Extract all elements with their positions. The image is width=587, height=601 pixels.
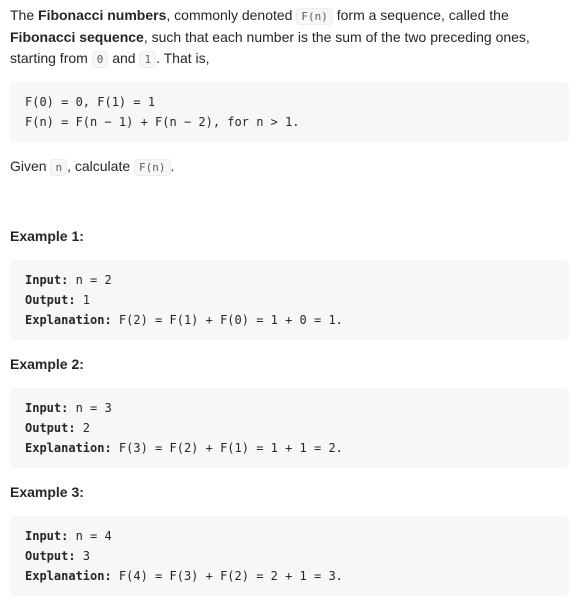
intro-text: and — [108, 50, 140, 66]
output-value: 2 — [75, 421, 91, 435]
intro-paragraph — [10, 5, 570, 70]
inline-code-n: n — [50, 159, 67, 176]
explanation-label: Explanation: — [25, 569, 112, 583]
example-2-block — [10, 388, 569, 468]
given-text: , calculate — [67, 158, 135, 174]
input-label: Input: — [25, 529, 69, 543]
example-1-title: Example 1: — [10, 228, 84, 244]
example-3-title: Example 3: — [10, 484, 84, 500]
inline-code-fn: F(n) — [296, 8, 333, 25]
explanation-value: F(2) = F(1) + F(0) = 1 + 0 = 1. — [111, 313, 343, 327]
input-value: n = 3 — [68, 401, 112, 415]
input-label: Input: — [25, 273, 69, 287]
given-paragraph — [10, 156, 174, 178]
explanation-label: Explanation: — [25, 441, 112, 455]
explanation-label: Explanation: — [25, 313, 112, 327]
input-value: n = 2 — [68, 273, 112, 287]
intro-text: , such that each number is the sum of the two preceding ones, starting from — [10, 29, 530, 66]
output-label: Output: — [25, 421, 76, 435]
output-value: 1 — [75, 293, 91, 307]
example-3-block — [10, 516, 569, 596]
definition-block — [10, 82, 569, 142]
intro-text: . That is, — [156, 50, 210, 66]
output-label: Output: — [25, 549, 76, 563]
definition-line: F(n) = F(n − 1) + F(n − 2), for n > 1. — [25, 115, 300, 129]
given-text: Given — [10, 158, 51, 174]
inline-code-fn: F(n) — [134, 159, 171, 176]
inline-code-zero: 0 — [92, 51, 109, 68]
example-2-title: Example 2: — [10, 356, 84, 372]
definition-line: F(0) = 0, F(1) = 1 — [25, 95, 156, 109]
explanation-value: F(3) = F(2) + F(1) = 1 + 1 = 2. — [111, 441, 343, 455]
term-fibonacci-sequence: Fibonacci sequence — [10, 29, 144, 45]
explanation-value: F(4) = F(3) + F(2) = 2 + 1 = 3. — [111, 569, 343, 583]
input-label: Input: — [25, 401, 69, 415]
intro-text: form a sequence, called the — [332, 7, 509, 23]
inline-code-one: 1 — [139, 51, 156, 68]
intro-text: The — [10, 7, 39, 23]
input-value: n = 4 — [68, 529, 112, 543]
term-fibonacci-numbers: Fibonacci numbers — [38, 7, 167, 23]
example-1-block — [10, 260, 569, 340]
output-value: 3 — [75, 549, 91, 563]
intro-text: , commonly denoted — [166, 7, 297, 23]
output-label: Output: — [25, 293, 76, 307]
given-text: . — [170, 158, 175, 174]
